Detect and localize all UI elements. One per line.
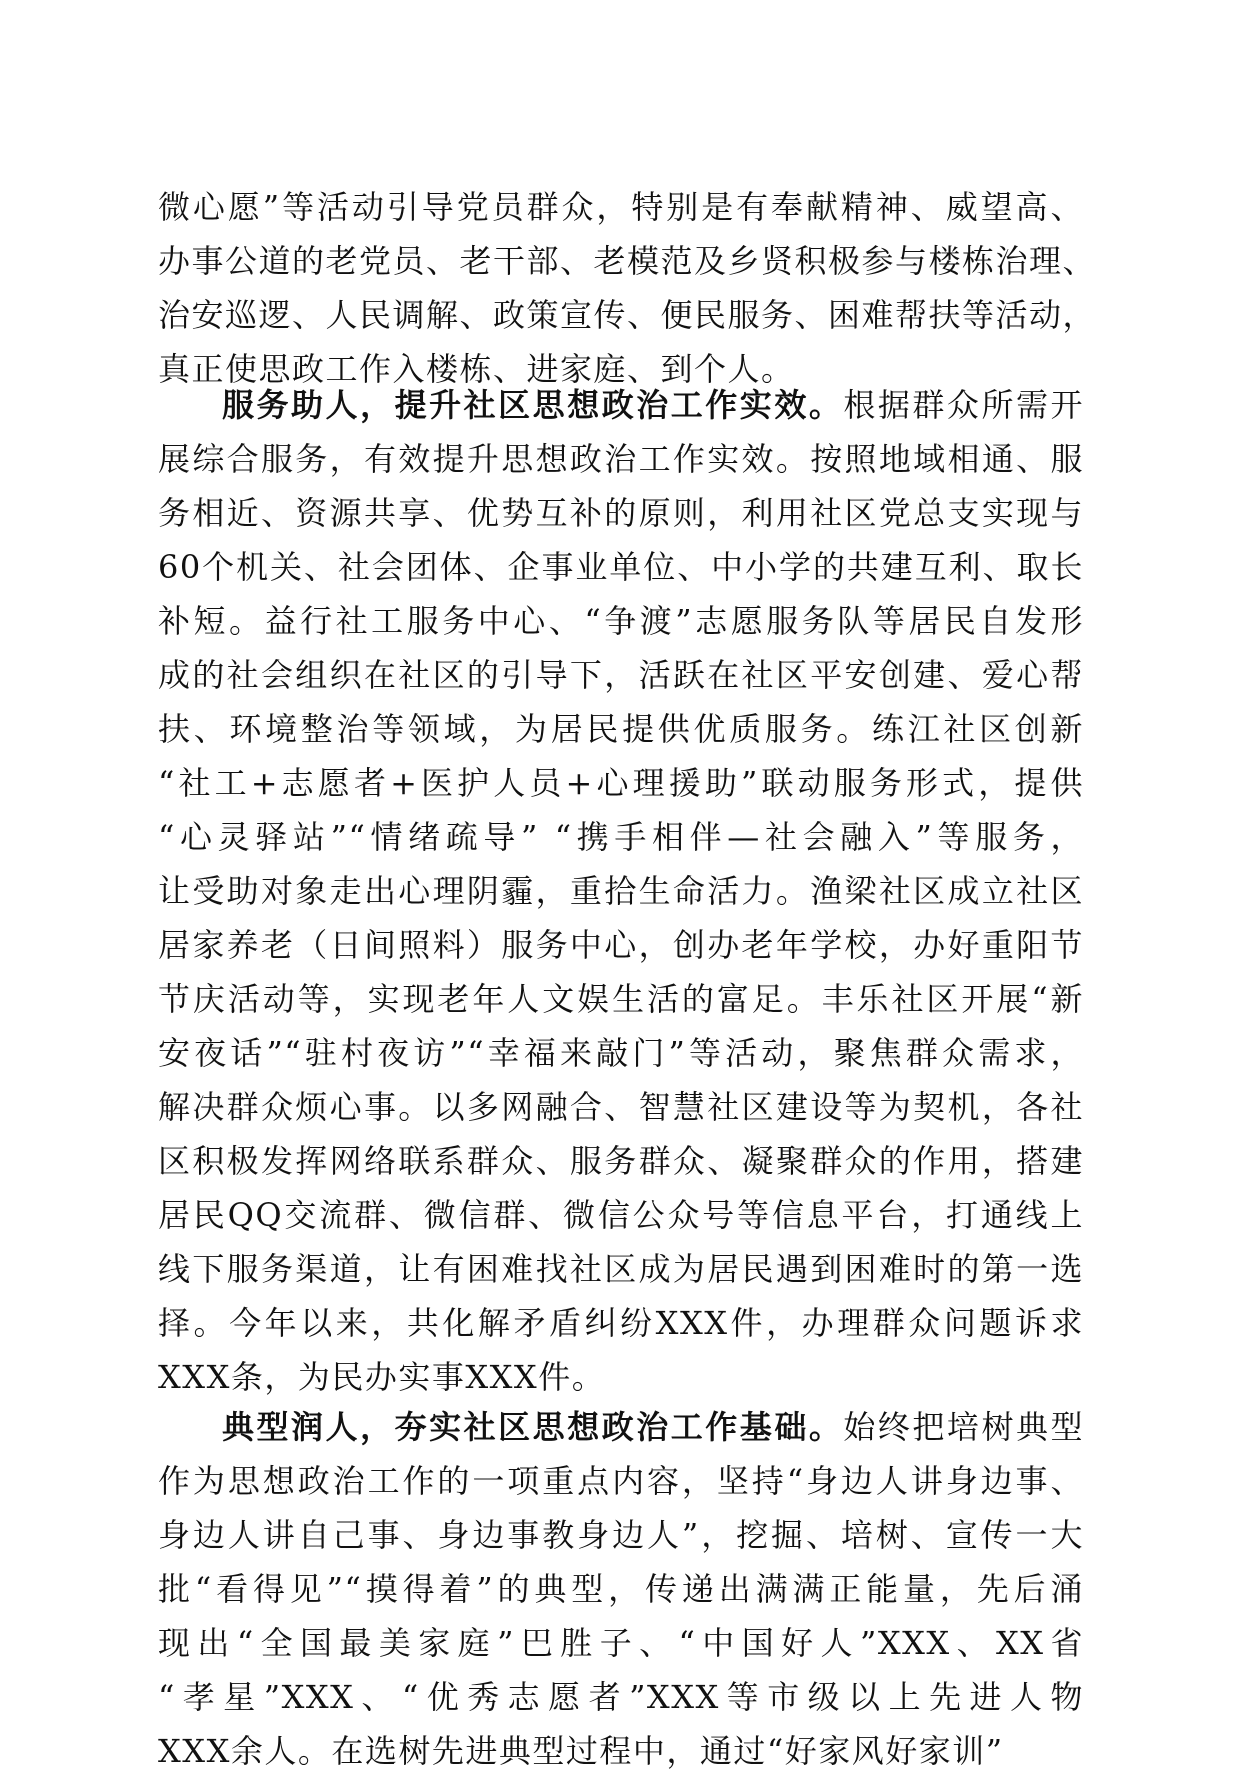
paragraph-3: [158, 1400, 1084, 1778]
paragraph-2-line: 节庆活动等，实现老年人文娱生活的富足。丰乐社区开展“新: [158, 980, 1084, 1018]
paragraph-2-line: XXX条，为民办实事XXX件。: [158, 1358, 606, 1396]
paragraph-2-line: 择。今年以来，共化解矛盾纠纷XXX件，办理群众问题诉求: [158, 1304, 1084, 1342]
paragraph-3-line: 作为思想政治工作的一项重点内容，坚持“身边人讲身边事、: [158, 1462, 1084, 1500]
paragraph-2-first-line-text: 根据群众所需开: [843, 386, 1084, 424]
paragraph-2-line: 60个机关、社会团体、企事业单位、中小学的共建互利、取长: [158, 548, 1084, 586]
paragraph-2-line: 区积极发挥网络联系群众、服务群众、凝聚群众的作用，搭建: [158, 1142, 1084, 1180]
paragraph-2-line: 居民QQ交流群、微信群、微信公众号等信息平台，打通线上: [158, 1196, 1084, 1234]
paragraph-2-line: 安夜话”“驻村夜访”“幸福来敲门”等活动，聚焦群众需求，: [158, 1034, 1084, 1072]
paragraph-3-line: 批“看得见”“摸得着”的典型，传递出满满正能量，先后涌: [158, 1570, 1084, 1608]
paragraph-3-line: “孝星”XXX、“优秀志愿者”XXX等市级以上先进人物: [158, 1678, 1084, 1716]
paragraph-1-line: 微心愿”等活动引导党员群众，特别是有奉献精神、威望高、: [158, 188, 1084, 226]
paragraph-2-line: “心灵驿站”“情绪疏导” “携手相伴—社会融入”等服务，: [158, 818, 1084, 856]
paragraph-2-heading: 服务助人，提升社区思想政治工作实效。: [222, 386, 844, 424]
paragraph-2-line: “社工+志愿者+医护人员+心理援助”联动服务形式，提供: [158, 764, 1084, 802]
paragraph-3-line: 现出“全国最美家庭”巴胜子、“中国好人”XXX、XX省: [158, 1624, 1084, 1662]
paragraph-3-first-line: [158, 1400, 1084, 1454]
paragraph-2-line: 展综合服务，有效提升思想政治工作实效。按照地域相通、服: [158, 440, 1084, 478]
paragraph-2-line: 成的社会组织在社区的引导下，活跃在社区平安创建、爱心帮: [158, 656, 1084, 694]
paragraph-2: [158, 378, 1084, 1404]
paragraph-2-line: 补短。益行社工服务中心、“争渡”志愿服务队等居民自发形: [158, 602, 1084, 640]
paragraph-2-line: 解决群众烦心事。以多网融合、智慧社区建设等为契机，各社: [158, 1088, 1084, 1126]
paragraph-1-line: 治安巡逻、人民调解、政策宣传、便民服务、困难帮扶等活动，: [158, 296, 1097, 334]
paragraph-3-line: XXX余人。在选树先进典型过程中，通过“好家风好家训”: [158, 1732, 1004, 1770]
paragraph-2-line: 线下服务渠道，让有困难找社区成为居民遇到困难时的第一选: [158, 1250, 1084, 1288]
paragraph-1-line: 真正使思政工作入楼栋、进家庭、到个人。: [158, 350, 795, 388]
paragraph-1: [158, 180, 1097, 396]
paragraph-1-line: 办事公道的老党员、老干部、老模范及乡贤积极参与楼栋治理、: [158, 242, 1097, 280]
paragraph-2-line: 务相近、资源共享、优势互补的原则，利用社区党总支实现与: [158, 494, 1084, 532]
paragraph-2-line: 扶、环境整治等领域，为居民提供优质服务。练江社区创新: [158, 710, 1084, 748]
paragraph-3-first-line-text: 始终把培树典型: [843, 1408, 1084, 1446]
paragraph-2-first-line: [158, 378, 1084, 432]
paragraph-3-heading: 典型润人，夯实社区思想政治工作基础。: [222, 1408, 844, 1446]
paragraph-2-line: 让受助对象走出心理阴霾，重拾生命活力。渔梁社区成立社区: [158, 872, 1084, 910]
paragraph-3-line: 身边人讲自己事、身边事教身边人”，挖掘、培树、宣传一大: [158, 1516, 1084, 1554]
paragraph-2-line: 居家养老（日间照料）服务中心，创办老年学校，办好重阳节: [158, 926, 1084, 964]
